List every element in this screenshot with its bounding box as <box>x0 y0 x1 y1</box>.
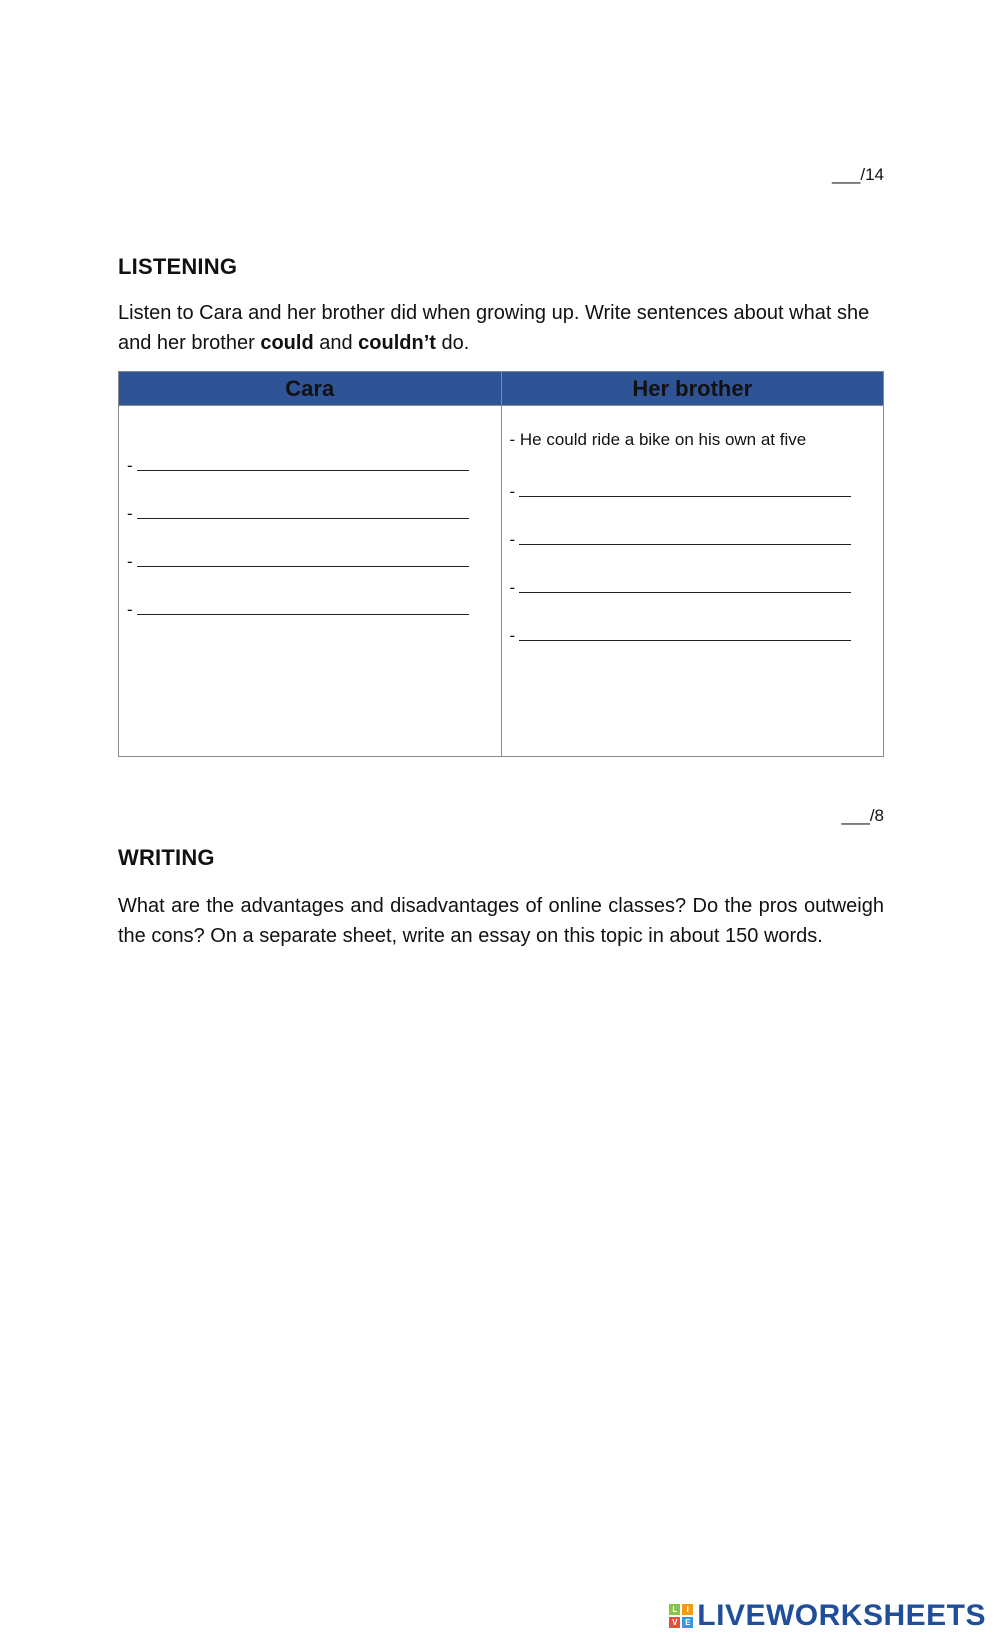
logo-block: E <box>682 1617 693 1628</box>
answer-blank[interactable] <box>519 524 851 545</box>
listening-heading: LISTENING <box>118 254 238 279</box>
instruction-and: and <box>313 332 359 354</box>
answer-blank[interactable] <box>137 498 469 519</box>
answer-blank[interactable] <box>519 476 851 497</box>
listening-score: ___/14 <box>832 165 884 184</box>
instruction-pre: Listen to Cara and her brother did when growing up. Write sentences about what she and her brother <box>118 302 870 354</box>
brother-cell <box>501 406 884 757</box>
cara-answer-line: - <box>127 498 493 546</box>
writing-score: ___/8 <box>841 806 884 825</box>
instruction-couldnt: couldn’t <box>358 332 436 354</box>
writing-instruction: What are the advantages and disadvantages of online classes? Do the pros outweigh the cons? On a separate sheet, write an essay on this topic in about 150 words. <box>118 895 884 947</box>
cara-answer-line: - <box>127 450 493 498</box>
listening-instruction <box>118 298 884 358</box>
logo-block: L <box>669 1604 680 1615</box>
answer-blank[interactable] <box>137 594 469 615</box>
logo-block: I <box>682 1604 693 1615</box>
cara-cell <box>119 406 502 757</box>
answer-blank[interactable] <box>519 620 851 641</box>
brother-answer-list <box>510 406 876 668</box>
brother-answer-line: - <box>510 476 876 524</box>
answer-blank[interactable] <box>137 546 469 567</box>
brother-answer-line: - <box>510 572 876 620</box>
brother-answer-line: - <box>510 620 876 668</box>
cara-answer-line: - <box>127 594 493 642</box>
logo-text: LIVEWORKSHEETS <box>697 1599 986 1632</box>
answer-blank[interactable] <box>519 572 851 593</box>
cara-answer-list <box>127 406 493 642</box>
logo-blocks-icon <box>669 1604 693 1628</box>
brother-answer-line: - <box>510 524 876 572</box>
logo-block: V <box>669 1617 680 1628</box>
column-header-brother: Her brother <box>501 372 884 406</box>
writing-heading: WRITING <box>118 845 215 870</box>
column-header-cara: Cara <box>119 372 502 406</box>
cara-answer-line: - <box>127 546 493 594</box>
instruction-could: could <box>260 332 314 354</box>
liveworksheets-logo <box>669 1599 986 1633</box>
answer-blank[interactable] <box>137 450 469 471</box>
instruction-post: do. <box>435 332 470 354</box>
brother-example-line: - He could ride a bike on his own at five <box>509 430 807 449</box>
listening-table <box>118 371 884 757</box>
